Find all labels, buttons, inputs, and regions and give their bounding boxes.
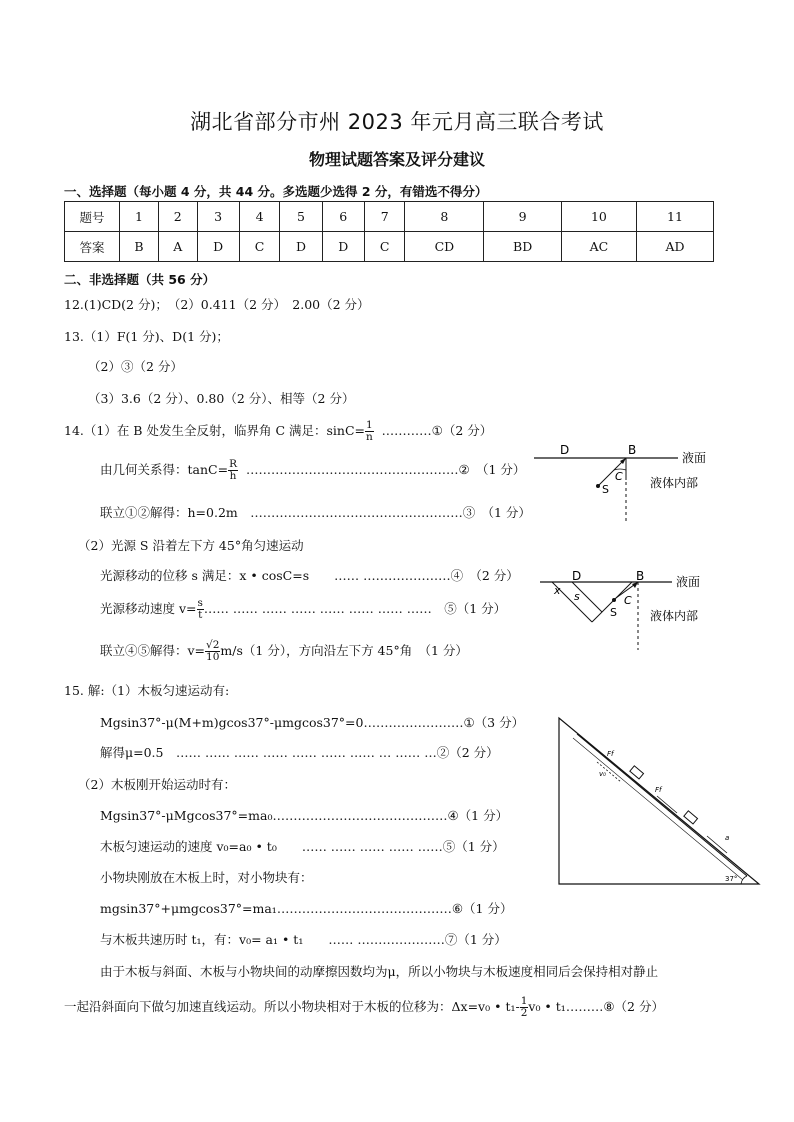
table-cell: 8 bbox=[405, 202, 484, 232]
q15-line: 15. 解:（1）木板匀速运动有: bbox=[64, 683, 230, 698]
q15-line: 小物块刚放在木板上时，对小物块有： bbox=[100, 870, 313, 885]
label-s: S bbox=[602, 483, 609, 496]
q14-line bbox=[100, 598, 506, 621]
answer-table bbox=[64, 201, 714, 262]
fraction-numerator: 1 bbox=[520, 995, 528, 1007]
board-line bbox=[577, 734, 747, 876]
q13-line: 13.（1）F(1 分)、D(1 分)； bbox=[64, 329, 229, 344]
q13-line: （3）3.6（2 分）、0.80（2 分）、相等（2 分） bbox=[88, 391, 355, 406]
fraction bbox=[228, 459, 238, 482]
q15-text: v₀ • t₁………⑧（2 分） bbox=[528, 999, 664, 1014]
table-cell: D bbox=[280, 232, 322, 262]
table-cell: 11 bbox=[636, 202, 713, 232]
angle-label: 37° bbox=[725, 875, 738, 883]
table-cell: A bbox=[159, 232, 197, 262]
q15-text: 一起沿斜面向下做匀加速直线运动。所以小物块相对于木板的位移为：Δx=v₀ • t₁- bbox=[64, 999, 520, 1014]
label-liquid-surface: 液面 bbox=[682, 451, 707, 465]
incline-figure bbox=[557, 716, 761, 886]
q15-line: Mgsin37°-μ(M+m)gcos37°-μmgcos37°=0……………………①（3 分） bbox=[100, 715, 525, 730]
q15-line: （2）木板刚开始运动时有： bbox=[78, 777, 236, 792]
page-subtitle: 物理试题答案及评分建议 bbox=[308, 150, 485, 169]
q14-line bbox=[64, 420, 492, 443]
section-nonchoice-heading: 二、非选择题（共 56 分） bbox=[64, 272, 216, 287]
table-header-cell: 答案 bbox=[65, 232, 120, 262]
fraction-denominator: h bbox=[229, 470, 237, 482]
incline-triangle bbox=[559, 718, 759, 884]
label-liquid-inside: 液体内部 bbox=[650, 609, 699, 623]
table-cell: 3 bbox=[197, 202, 239, 232]
label-b: B bbox=[628, 443, 637, 457]
q15-line: Mgsin37°-μMgcos37°=ma₀……………………………………④（1 分） bbox=[100, 808, 509, 823]
table-row bbox=[65, 202, 714, 232]
light-source-point bbox=[612, 598, 616, 602]
table-cell: C bbox=[364, 232, 405, 262]
table-cell: B bbox=[120, 232, 159, 262]
friction-label-1: Ff bbox=[607, 750, 614, 758]
angle-arc bbox=[741, 876, 747, 884]
label-liquid-surface: 液面 bbox=[676, 575, 701, 589]
fraction-numerator: s bbox=[197, 597, 203, 609]
q14-text: 光源移动速度 v= bbox=[100, 601, 197, 616]
table-cell: 1 bbox=[120, 202, 159, 232]
q15-line bbox=[64, 996, 664, 1019]
board-line-lower bbox=[573, 738, 743, 880]
table-cell: BD bbox=[484, 232, 562, 262]
q13-line: （2）③（2 分） bbox=[88, 359, 183, 374]
q15-line: 木板匀速运动的速度 v₀=a₀ • t₀ …… …… …… …… ……⑤（1 分） bbox=[100, 839, 505, 854]
table-cell: 4 bbox=[239, 202, 280, 232]
table-cell: AC bbox=[561, 232, 636, 262]
label-x: x bbox=[554, 584, 561, 597]
table-cell: 5 bbox=[280, 202, 322, 232]
table-cell: AD bbox=[636, 232, 713, 262]
q14-text: ……………………………………………② （1 分） bbox=[245, 462, 526, 477]
velocity-label: v₀ bbox=[599, 770, 606, 778]
label-c: C bbox=[615, 470, 623, 483]
q12-answer: 12.(1)CD(2 分)； （2）0.411（2 分） 2.00（2 分） bbox=[64, 297, 370, 312]
table-cell: CD bbox=[405, 232, 484, 262]
q14-line: 光源移动的位移 s 满足：x • cosC=s …… …………………④ （2 分） bbox=[100, 568, 519, 583]
q15-line: mgsin37°+μmgcos37°=ma₁……………………………………⑥（1 分） bbox=[100, 901, 513, 916]
label-d: D bbox=[560, 443, 570, 457]
label-c: C bbox=[624, 594, 632, 607]
table-cell: D bbox=[322, 232, 364, 262]
table-cell: 2 bbox=[159, 202, 197, 232]
table-cell: 6 bbox=[322, 202, 364, 232]
label-liquid-inside: 液体内部 bbox=[650, 476, 699, 490]
q15-line: 与木板共速历时 t₁，有：v₀= a₁ • t₁ …… …………………⑦（1 分） bbox=[100, 932, 507, 947]
label-d: D bbox=[572, 570, 582, 583]
table-row bbox=[65, 232, 714, 262]
q14-line: （2）光源 S 沿着左下方 45°角匀速运动 bbox=[78, 538, 304, 553]
light-source-point bbox=[596, 484, 600, 488]
total-reflection-figure-1 bbox=[530, 442, 740, 524]
table-cell: 7 bbox=[364, 202, 405, 232]
q14-text: 14.（1）在 B 处发生全反射，临界角 C 满足：sinC= bbox=[64, 423, 365, 438]
section-choice-heading: 一、选择题（每小题 4 分，共 44 分。多选题少选得 2 分，有错选不得分） bbox=[64, 184, 488, 199]
fraction-numerator: 1 bbox=[365, 419, 373, 431]
q14-line bbox=[100, 459, 525, 482]
fraction-denominator: 10 bbox=[206, 651, 220, 663]
fraction-numerator: √2 bbox=[206, 639, 220, 651]
label-b: B bbox=[636, 570, 645, 583]
fraction-denominator: n bbox=[365, 431, 373, 443]
table-header-cell: 题号 bbox=[65, 202, 120, 232]
table-cell: D bbox=[197, 232, 239, 262]
q15-line: 解得μ=0.5 …… …… …… …… …… …… …… … …… …②（2 分） bbox=[100, 745, 499, 760]
q15-line: 由于木板与斜面、木板与小物块间的动摩擦因数均为μ，所以小物块与木板速度相同后会保持相对静止 bbox=[100, 964, 659, 979]
fraction-numerator: R bbox=[229, 458, 237, 470]
friction-label-2: Ff bbox=[655, 786, 662, 794]
fraction-denominator: 2 bbox=[520, 1007, 528, 1019]
page-title: 湖北省部分市州 2023 年元月高三联合考试 bbox=[190, 110, 604, 134]
fraction bbox=[205, 640, 220, 663]
q14-line: 联立①②解得：h=0.2m ……………………………………………③ （1 分） bbox=[100, 505, 531, 520]
q14-text: m/s（1 分），方向沿左下方 45°角 （1 分） bbox=[220, 643, 468, 658]
total-reflection-figure-2 bbox=[538, 570, 748, 650]
fraction-denominator: t bbox=[198, 609, 203, 621]
acceleration-label: a bbox=[725, 834, 730, 842]
q14-line bbox=[100, 640, 468, 663]
label-s: S bbox=[610, 606, 617, 619]
q14-text: 联立④⑤解得：v= bbox=[100, 643, 206, 658]
table-cell: 9 bbox=[484, 202, 562, 232]
block-upper bbox=[630, 766, 644, 779]
q14-text: …… …… …… …… …… …… …… …… ⑤（1 分） bbox=[203, 601, 507, 616]
table-cell: C bbox=[239, 232, 280, 262]
fraction bbox=[197, 598, 204, 621]
q14-text: …………①（2 分） bbox=[381, 423, 493, 438]
label-s-displacement: s bbox=[574, 590, 580, 603]
q14-text: 由几何关系得：tanC= bbox=[100, 462, 229, 477]
block-lower bbox=[684, 811, 698, 824]
fraction bbox=[365, 420, 374, 443]
table-cell: 10 bbox=[561, 202, 636, 232]
